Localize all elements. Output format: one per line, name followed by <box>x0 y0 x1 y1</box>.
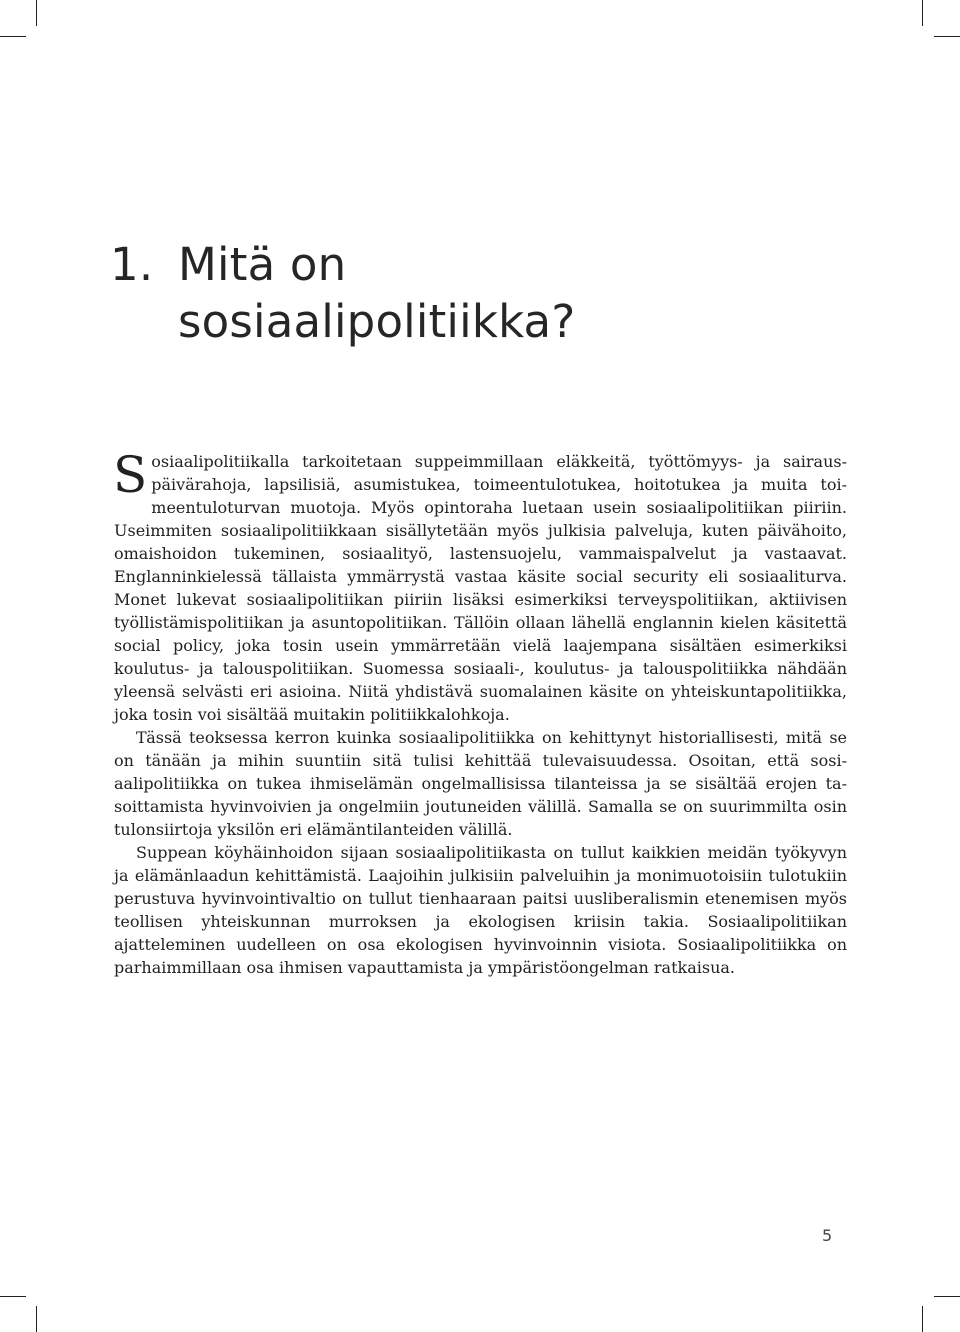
chapter-number: 1. <box>110 238 154 291</box>
crop-mark-top-right <box>922 0 923 26</box>
crop-mark-bottom-right-h <box>934 1296 960 1297</box>
chapter-title-line2: sosiaalipolitiikka? <box>178 295 576 348</box>
crop-mark-bottom-left <box>36 1306 37 1332</box>
body-text <box>113 446 847 979</box>
crop-mark-top-left-h <box>0 36 26 37</box>
crop-mark-top-right-h <box>934 36 960 37</box>
paragraph-1 <box>113 446 847 726</box>
drop-cap: S <box>113 446 148 504</box>
paragraph-2: Tässä teoksessa kerron kuinka sosiaalipolitiikka on kehittynyt historiallisesti, mitä se on tänään ja mihin suuntiin sitä tulisi kehittää tulevaisuudessa. Osoitan, että sosiaalipolitiikka on tukea ihmiselämän ongelmallisissa tilanteissa ja se sisältää erojen tasoittamista hyvinvoivien ja ongelmiin joutuneiden välillä. Samalla se on suurimmilta osin tulonsiirtoja yksilön eri elämäntilanteiden välillä. <box>114 728 847 839</box>
chapter-title-line1: Mitä on <box>178 238 347 291</box>
page-number: 5 <box>822 1226 833 1245</box>
crop-mark-bottom-right <box>922 1306 923 1332</box>
chapter-title <box>110 236 575 350</box>
crop-mark-bottom-left-h <box>0 1296 26 1297</box>
paragraph-3: Suppean köyhäinhoidon sijaan sosiaalipolitiikasta on tullut kaikkien meidän työkyvyn ja elämänlaadun kehittämistä. Laajoihin julkisiin palveluihin ja monimuotoisiin tulotukiin perustuva hyvinvointivaltio on tullut tienhaaraan paitsi uusliberalismin etenemisen myös teollisen yhteiskunnan murroksen ja ekologisen kriisin takia. Sosiaalipolitiikan ajatteleminen uudelleen on osa ekologisen hyvinvoinnin visiota. Sosiaalipolitiikka on parhaimmillaan osa ihmisen vapauttamista ja ympäristöongelman ratkaisua. <box>114 843 847 977</box>
paragraph-1-text: osiaalipolitiikalla tarkoitetaan suppeimmillaan eläkkeitä, työttömyys- ja sairauspäivärahoja, lapsilisiä, asumistukea, toimeentulotukea, hoitotukea ja muita toimeentuloturvan muotoja. Myös opintoraha luetaan usein sosiaalipolitiikan piiriin. Useimmiten sosiaalipolitiikkaan sisällytetään myös julkisia palveluja, kuten päivähoito, omaishoidon tukeminen, sosiaalityö, lastensuojelu, vammaispalvelut ja vastaavat. Englanninkielessä tällaista ymmärrystä vastaa käsite social security eli sosiaaliturva. Monet lukevat sosiaalipolitiikan piiriin lisäksi esimerkiksi terveyspolitiikan, aktiivisen työllistämispolitiikan ja asuntopolitiikan. Tällöin ollaan lähellä englannin kielen käsitettä social policy, joka tosin usein ymmärretään vielä laajempana sisältäen esimerkiksi koulutus- ja talouspolitiikan. Suomessa sosiaali-, koulutus- ja talouspolitiikka nähdään yleensä selvästi eri asioina. Niitä yhdistävä suomalainen käsite on yhteiskuntapolitiikka, joka tosin voi sisältää muitakin politiikkalohkoja. <box>114 452 847 724</box>
crop-mark-top-left <box>36 0 37 26</box>
